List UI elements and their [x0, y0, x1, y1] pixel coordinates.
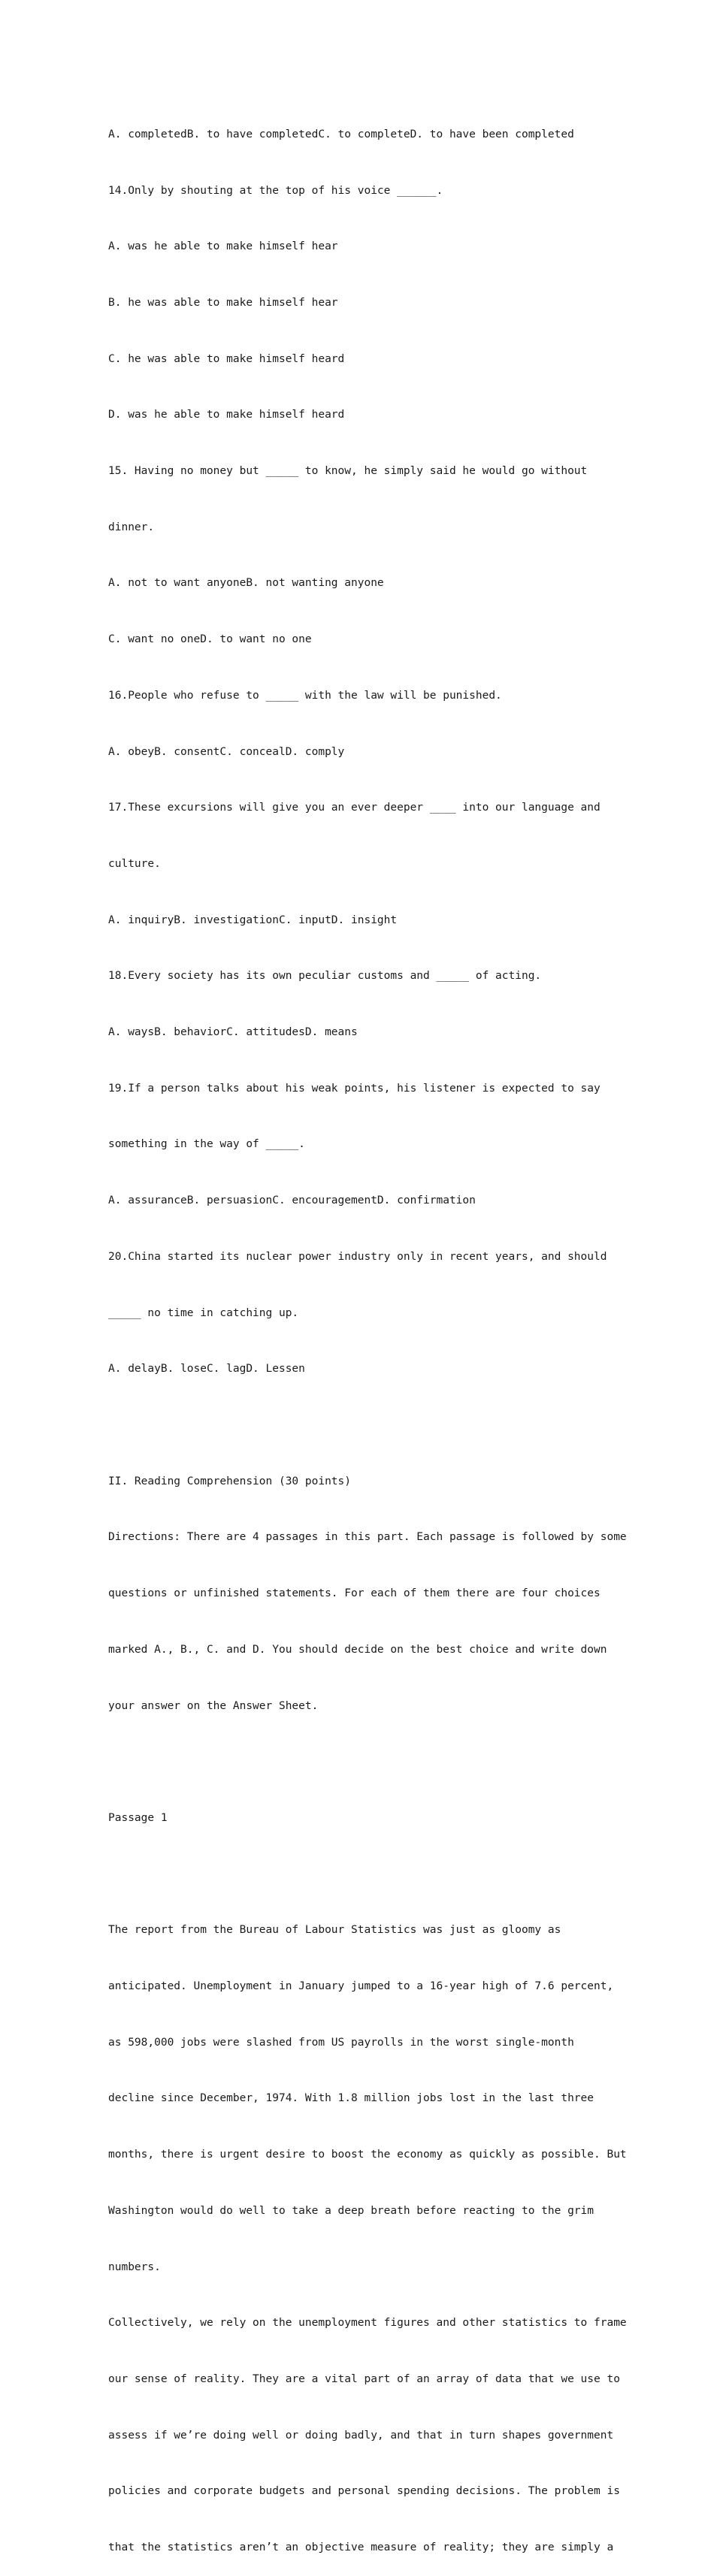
directions-line-3: marked A., B., C. and D. You should decide on the best choice and write down — [108, 1643, 607, 1656]
options-q19: A. assuranceB. persuasionC. encouragementD. confirmation — [108, 1194, 476, 1207]
passage-line: The report from the Bureau of Labour Statistics was just as gloomy as — [108, 1924, 561, 1937]
passage-line: Washington would do well to take a deep breath before reacting to the grim — [108, 2204, 594, 2217]
directions-line-1: Directions: There are 4 passages in this part. Each passage is followed by some — [108, 1531, 627, 1544]
passage-line: as 598,000 jobs were slashed from US payrolls in the worst single‑month — [108, 2036, 574, 2049]
passage-line: Collectively, we rely on the unemployment figures and other statistics to frame — [108, 2317, 627, 2330]
section-heading: II. Reading Comprehension (30 points) — [108, 1475, 352, 1487]
passage-line: months, there is urgent desire to boost the economy as quickly as possible. But — [108, 2149, 627, 2161]
blank-line — [108, 1865, 619, 1884]
options-ab-q15: A. not to want anyoneB. not wanting anyone — [108, 577, 384, 590]
option-c-q14: C. he was able to make himself heard — [108, 352, 345, 365]
options-q17: A. inquiryB. investigationC. inputD. insight — [108, 914, 398, 926]
passage-line: decline since December, 1974. With 1.8 million jobs lost in the last three — [108, 2092, 594, 2105]
question-20: 20.China started its nuclear power industry only in recent years, and should — [108, 1250, 607, 1263]
question-19: 19.If a person talks about his weak points, his listener is expected to say — [108, 1082, 601, 1095]
blank-line — [108, 1416, 619, 1435]
directions-line-2: questions or unfinished statements. For each of them there are four choices — [108, 1587, 601, 1600]
passage-title: Passage 1 — [108, 1811, 168, 1824]
question-14: 14.Only by shouting at the top of his voice ______. — [108, 184, 443, 197]
question-19-cont: something in the way of _____. — [108, 1138, 305, 1151]
passage-line: policies and corporate budgets and personal spending decisions. The problem is — [108, 2485, 620, 2498]
options-q18: A. waysB. behaviorC. attitudesD. means — [108, 1026, 358, 1039]
passage-line: numbers. — [108, 2260, 161, 2273]
question-15: 15. Having no money but _____ to know, he simply said he would go without — [108, 465, 588, 478]
blank-line — [108, 1753, 619, 1771]
directions-line-4: your answer on the Answer Sheet. — [108, 1699, 319, 1712]
question-20-cont: _____ no time in catching up. — [108, 1306, 299, 1319]
options-q16: A. obeyB. consentC. concealD. comply — [108, 745, 345, 758]
question-16: 16.People who refuse to _____ with the law will be punished. — [108, 689, 502, 702]
option-a-q14: A. was he able to make himself hear — [108, 240, 338, 253]
options-q20: A. delayB. loseC. lagD. Lessen — [108, 1363, 305, 1376]
passage-line: our sense of reality. They are a vital part of an array of data that we use to — [108, 2372, 620, 2385]
option-d-q14: D. was he able to make himself heard — [108, 409, 345, 421]
document-page — [108, 88, 627, 2576]
question-17-cont: culture. — [108, 857, 161, 870]
question-18: 18.Every society has its own peculiar customs and _____ of acting. — [108, 970, 542, 983]
options-cd-q15: C. want no oneD. to want no one — [108, 633, 312, 646]
option-b-q14: B. he was able to make himself hear — [108, 296, 338, 309]
question-17: 17.These excursions will give you an ever deeper ____ into our language and — [108, 802, 601, 814]
answer-options-q13: A. completedB. to have completedC. to completeD. to have been completed — [108, 128, 574, 140]
passage-line: that the statistics aren’t an objective measure of reality; they are simply a — [108, 2541, 614, 2554]
passage-line: anticipated. Unemployment in January jumped to a 16‑year high of 7.6 percent, — [108, 1980, 614, 1993]
passage-line: assess if we’re doing well or doing badly, and that in turn shapes government — [108, 2429, 614, 2442]
question-15-cont: dinner. — [108, 521, 155, 533]
